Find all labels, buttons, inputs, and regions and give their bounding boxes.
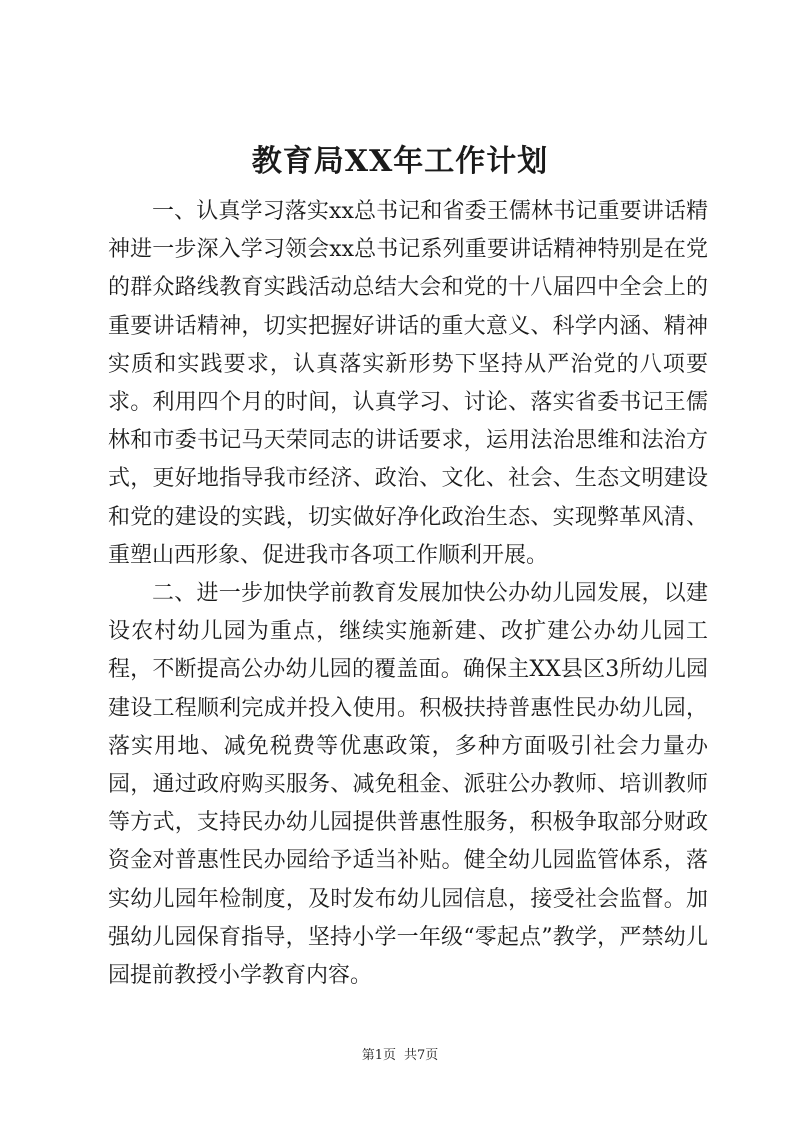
page-footer [0, 1046, 800, 1066]
page-number: 第1页 [361, 1048, 396, 1063]
paragraph-2: 二、进一步加快学前教育发展加快公办幼儿园发展，以建设农村幼儿园为重点，继续实施新建、改扩建公办幼儿园工程，不断提高公办幼儿园的覆盖面。确保主XX县区3所幼儿园建设工程顺利完成并投入使用。积极扶持普惠性民办幼儿园，落实用地、减免税费等优惠政策，多种方面吸引社会力量办园，通过政府购买服务、减免租金、派驻公办教师、培训教师等方式，支持民办幼儿园提供普惠性服务，积极争取部分财政资金对普惠性民办园给予适当补贴。健全幼儿园监管体系，落实幼儿园年检制度，及时发布幼儿园信息，接受社会监督。加强幼儿园保育指导，坚持小学一年级“零起点”教学，严禁幼儿园提前教授小学教育内容。 [108, 581, 708, 989]
document-title: 教育局XX年工作计划 [251, 144, 549, 179]
document-body [108, 193, 708, 995]
page-total: 共7页 [404, 1048, 439, 1063]
paragraph-1: 一、认真学习落实xx总书记和省委王儒林书记重要讲话精神进一步深入学习领会xx总书记系列重要讲话精神特别是在党的群众路线教育实践活动总结大会和党的十八届四中全会上的重要讲话精神，切实把握好讲话的重大意义、科学内涵、精神实质和实践要求，认真落实新形势下坚持从严治党的八项要求。利用四个月的时间，认真学习、讨论、落实省委书记王儒林和市委书记马天荣同志的讲话要求，运用法治思维和法治方式，更好地指导我市经济、政治、文化、社会、生态文明建设和党的建设的实践，切实做好净化政治生态、实现弊革风清、重塑山西形象、促进我市各项工作顺利开展。 [108, 199, 708, 568]
